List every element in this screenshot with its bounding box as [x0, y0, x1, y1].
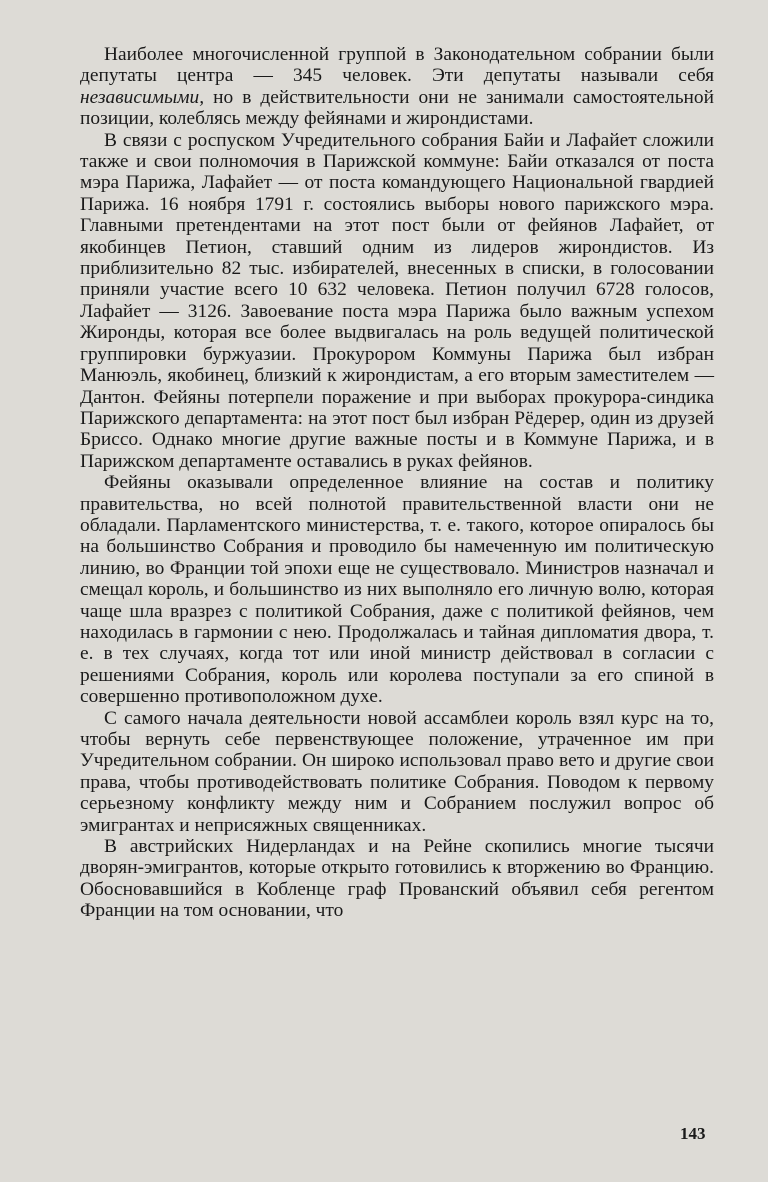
- paragraph-1: [80, 44, 714, 130]
- paragraph-3: Фейяны оказывали определенное влияние на состав и политику правительства, но всей полнотой правительственной власти они не обладали. Парламентского министерства, т. е. такого, которое опиралось бы на большинство Собрания и проводило бы намеченную им политическую линию, во Франции той эпохи еще не существовало. Министров назначал и смещал король, и большинство из них выполняло его личную волю, которая чаще шла вразрез с политикой Собрания, даже с политикой фейянов, чем находилась в гармонии с нею. Продолжалась и тайная дипломатия двора, т. е. в тех случаях, когда тот или иной министр действовал в согласии с решениями Собрания, король или королева поступали за его спиной в совершенно противоположном духе.: [80, 472, 714, 708]
- paragraph-2: В связи с роспуском Учредительного собрания Байи и Лафайет сложили также и свои полномочия в Парижской коммуне: Байи отказался от поста мэра Парижа, Лафайет — от поста командующего Национальной гвардией Парижа. 16 ноября 1791 г. состоялись выборы нового парижского мэра. Главными претендентами на этот пост были от фейянов Лафайет, от якобинцев Петион, ставший одним из лидеров жирондистов. Из приблизительно 82 тыс. избирателей, внесенных в списки, в голосовании приняли участие всего 10 632 человека. Петион получил 6728 голосов, Лафайет — 3126. Завоевание поста мэра Парижа было важным успехом Жиронды, которая все более выдвигалась на роль ведущей политической группировки буржуазии. Прокурором Коммуны Парижа был избран Манюэль, якобинец, близкий к жирондистам, а его вторым заместителем — Дантон. Фейяны потерпели поражение и при выборах прокурора-синдика Парижского департамента: на этот пост был избран Рёдерер, один из друзей Бриссо. Однако многие другие важные посты и в Коммуне Парижа, и в Парижском департаменте оставались в руках фейянов.: [80, 129, 714, 472]
- paragraph-5: В австрийских Нидерландах и на Рейне скопились многие тысячи дворян-эмигрантов, которые открыто готовились к вторжению во Францию. Обосновавшийся в Кобленце граф Прованский объявил себя регентом Франции на том основании, что: [80, 836, 714, 922]
- body-text: [80, 44, 714, 922]
- paragraph-1-start: Наиболее многочисленной группой в Законодательном собрании были депутаты центра — 345 человек. Эти депутаты называли себя: [80, 44, 714, 87]
- page-number: 143: [680, 1124, 706, 1143]
- paragraph-1-end: но в действительности они не занимали самостоятельной позиции, колеблясь между фейянами и жирондистами.: [80, 86, 714, 130]
- paragraph-1-emphasis: независимыми,: [80, 86, 205, 108]
- paragraph-4: С самого начала деятельности новой ассамблеи король взял курс на то, чтобы вернуть себе первенствующее положение, утраченное им при Учредительном собрании. Он широко использовал право вето и другие свои права, чтобы противодействовать политике Собрания. Поводом к первому серьезному конфликту между ним и Собранием послужил вопрос об эмигрантах и неприсяжных священниках.: [80, 707, 714, 836]
